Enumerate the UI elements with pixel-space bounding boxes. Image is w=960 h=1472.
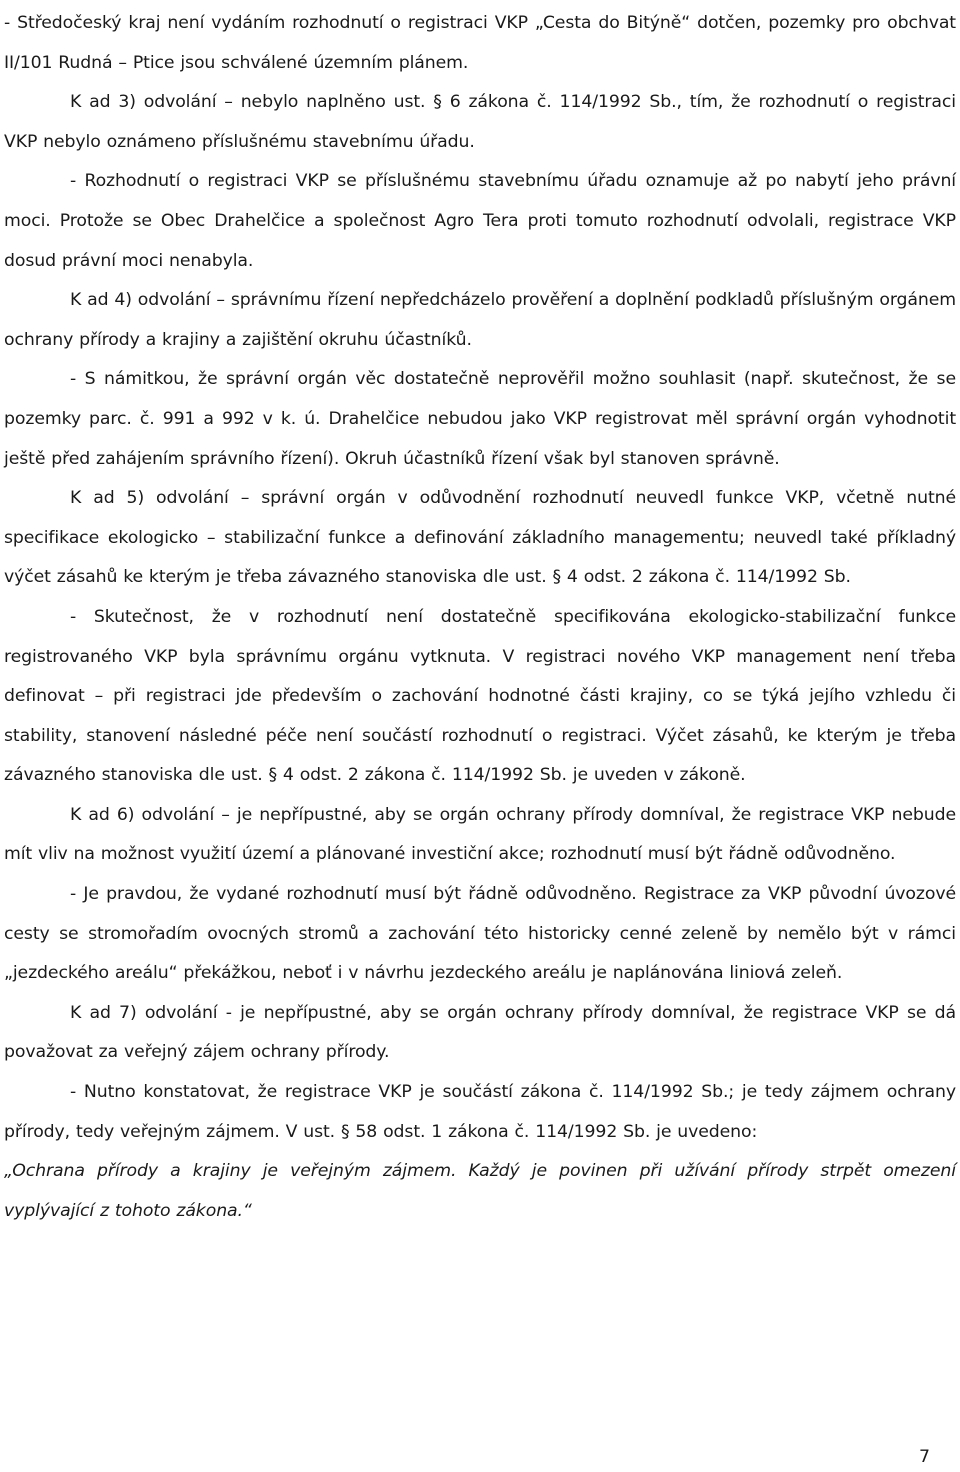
paragraph-3: - Rozhodnutí o registraci VKP se příslušnému stavebnímu úřadu oznamuje až po nabytí jeho právní moci. Protože se Obec Drahelčice a společnost Agro Tera proti tomuto rozhodnutí odvolali, registrace VKP dosud právní moci nenabyla. xyxy=(4,171,956,271)
legal-quotation: „Ochrana přírody a krajiny je veřejným zájmem. Každý je povinen při užívání přírody strpět omezení vyplývající z tohoto zákona.“ xyxy=(4,1161,956,1221)
paragraph-8: K ad 6) odvolání – je nepřípustné, aby se orgán ochrany přírody domníval, že registrace VKP nebude mít vliv na možnost využití území a plánované investiční akce; rozhodnutí musí být řádně odůvodněno. xyxy=(4,804,956,865)
paragraph-4: K ad 4) odvolání – správnímu řízení nepředcházelo prověření a doplnění podkladů příslušným orgánem ochrany přírody a krajiny a zajištění okruhu účastníků. xyxy=(4,290,956,350)
paragraph-2: K ad 3) odvolání – nebylo naplněno ust. § 6 zákona č. 114/1992 Sb., tím, že rozhodnutí o registraci VKP nebylo oznámeno příslušnému stavebnímu úřadu. xyxy=(4,92,956,152)
paragraph-5: - S námitkou, že správní orgán věc dostatečně neprověřil možno souhlasit (např. skutečnost, že se pozemky parc. č. 991 a 992 v k. ú. Drahelčice nebudou jako VKP registrovat měl správní orgán vyhodnotit ještě před zahájením správního řízení). Okruh účastníků řízení však byl stanoven správně. xyxy=(4,369,956,469)
page-number: 7 xyxy=(919,1447,930,1467)
document-page xyxy=(4,4,956,1231)
paragraph-7: - Skutečnost, že v rozhodnutí není dostatečně specifikována ekologicko-stabilizační funkce registrovaného VKP byla správnímu orgánu vytknuta. V registraci nového VKP management není třeba definovat – při registraci jde především o zachování hodnotné části krajiny, co se týká jejího vzhledu či stability, stanovení následné péče není součástí rozhodnutí o registraci. Výčet zásahů, ke kterým je třeba závazného stanoviska dle ust. § 4 odst. 2 zákona č. 114/1992 Sb. je uveden v zákoně. xyxy=(4,606,956,786)
paragraph-10: K ad 7) odvolání - je nepřípustné, aby se orgán ochrany přírody domníval, že registrace VKP se dá považovat za veřejný zájem ochrany přírody. xyxy=(4,1002,956,1063)
paragraph-6: K ad 5) odvolání – správní orgán v odůvodnění rozhodnutí neuvedl funkce VKP, včetně nutné specifikace ekologicko – stabilizační funkce a definování základního managementu; neuvedl také příkladný výčet zásahů ke kterým je třeba závazného stanoviska dle ust. § 4 odst. 2 zákona č. 114/1992 Sb. xyxy=(4,488,956,588)
paragraph-11: - Nutno konstatovat, že registrace VKP je součástí zákona č. 114/1992 Sb.; je tedy zájmem ochrany přírody, tedy veřejným zájmem. V ust. § 58 odst. 1 zákona č. 114/1992 Sb. je uvedeno: xyxy=(4,1082,956,1142)
paragraph-9: - Je pravdou, že vydané rozhodnutí musí být řádně odůvodněno. Registrace za VKP původní úvozové cesty se stromořadím ovocných stromů a zachování této historicky cenné zeleně by nemělo být v rámci „jezdeckého areálu“ překážkou, neboť i v návrhu jezdeckého areálu je naplánována liniová zeleň. xyxy=(4,884,956,984)
paragraph-1: - Středočeský kraj není vydáním rozhodnutí o registraci VKP „Cesta do Bitýně“ dotčen, pozemky pro obchvat II/101 Rudná – Ptice jsou schválené územním plánem. xyxy=(4,13,956,73)
